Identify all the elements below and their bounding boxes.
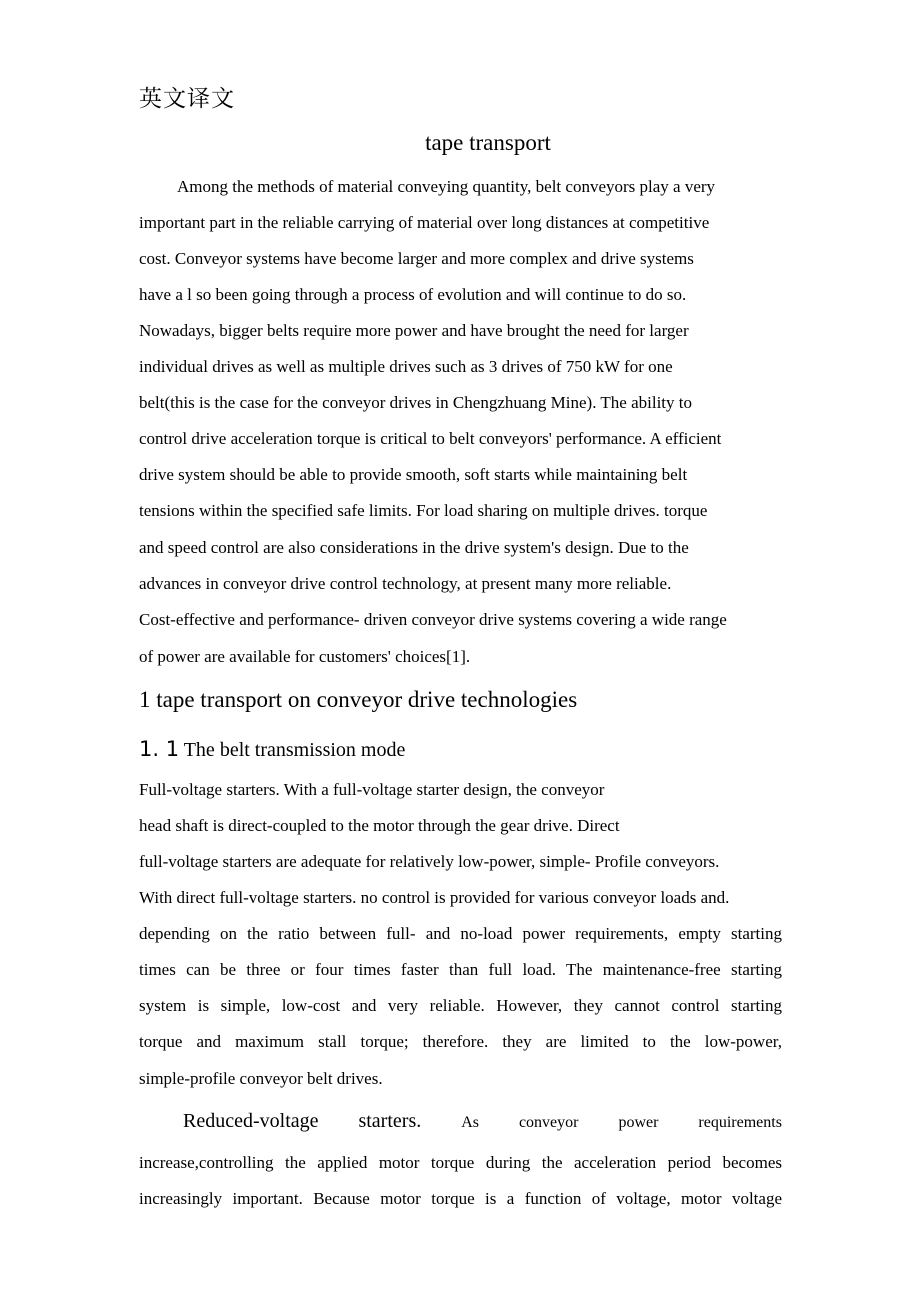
subsection-title: The belt transmission mode: [183, 739, 406, 761]
section-heading: 1 tape transport on conveyor drive technologies: [139, 687, 578, 712]
paragraph-first-line: [139, 1110, 782, 1133]
paragraph-line: With direct full-voltage starters. no control is provided for various conveyor loads and.: [139, 888, 730, 907]
word: requirements: [698, 1114, 782, 1131]
word: starters.: [358, 1110, 422, 1132]
paragraph-line: cost. Conveyor systems have become larger and more complex and drive systems: [139, 249, 694, 268]
paragraph-line: important part in the reliable carrying of material over long distances at competitive: [139, 213, 710, 232]
paragraph-line: tensions within the specified safe limits. For load sharing on multiple drives. torque: [139, 501, 708, 520]
paragraph-line: simple-profile conveyor belt drives.: [139, 1069, 383, 1088]
paragraph-line: Nowadays, bigger belts require more power and have brought the need for larger: [139, 321, 689, 340]
paragraph-line: of power are available for customers' choices[1].: [139, 647, 471, 666]
paragraph-line: Full-voltage starters. With a full-voltage starter design, the conveyor: [139, 780, 605, 799]
word: conveyor: [518, 1114, 579, 1131]
paragraph-line: Among the methods of material conveying quantity, belt conveyors play a very: [177, 177, 716, 196]
subsection-number: 1. 1: [139, 737, 180, 761]
document-heading: 英文译文: [139, 86, 235, 112]
paragraph-line: depending on the ratio between full- and no-load power requirements, empty starting: [139, 924, 782, 943]
document-title: tape transport: [425, 130, 551, 155]
paragraph-line: full-voltage starters are adequate for relatively low-power, simple- Profile conveyors.: [139, 852, 720, 871]
paragraph-line: drive system should be able to provide smooth, soft starts while maintaining belt: [139, 465, 688, 484]
paragraph-line: and speed control are also considerations in the drive system's design. Due to the: [139, 538, 689, 557]
paragraph-line: increase,controlling the applied motor torque during the acceleration period becomes: [139, 1153, 782, 1172]
paragraph-line: belt(this is the case for the conveyor drives in Chengzhuang Mine). The ability to: [139, 393, 692, 412]
paragraph-line: advances in conveyor drive control technology, at present many more reliable.: [139, 574, 672, 593]
paragraph-line: increasingly important. Because motor torque is a function of voltage, motor voltage: [139, 1189, 782, 1208]
paragraph-line: have a l so been going through a process of evolution and will continue to do so.: [139, 285, 687, 304]
paragraph-line: torque and maximum stall torque; therefore. they are limited to the low-power,: [139, 1032, 782, 1051]
paragraph-line: Cost-effective and performance- driven conveyor drive systems covering a wide range: [139, 610, 727, 629]
paragraph-line: head shaft is direct-coupled to the motor through the gear drive. Direct: [139, 816, 620, 835]
paragraph-line: system is simple, low-cost and very reliable. However, they cannot control starting: [139, 996, 782, 1015]
word: power: [618, 1114, 659, 1131]
word: As: [461, 1114, 479, 1131]
paragraph-line: control drive acceleration torque is critical to belt conveyors' performance. A efficient: [139, 429, 722, 448]
paragraph-line: individual drives as well as multiple drives such as 3 drives of 750 kW for one: [139, 357, 673, 376]
paragraph-line: times can be three or four times faster than full load. The maintenance-free starting: [139, 960, 782, 979]
subsection-heading: [139, 735, 405, 764]
word: Reduced-voltage: [183, 1110, 319, 1132]
